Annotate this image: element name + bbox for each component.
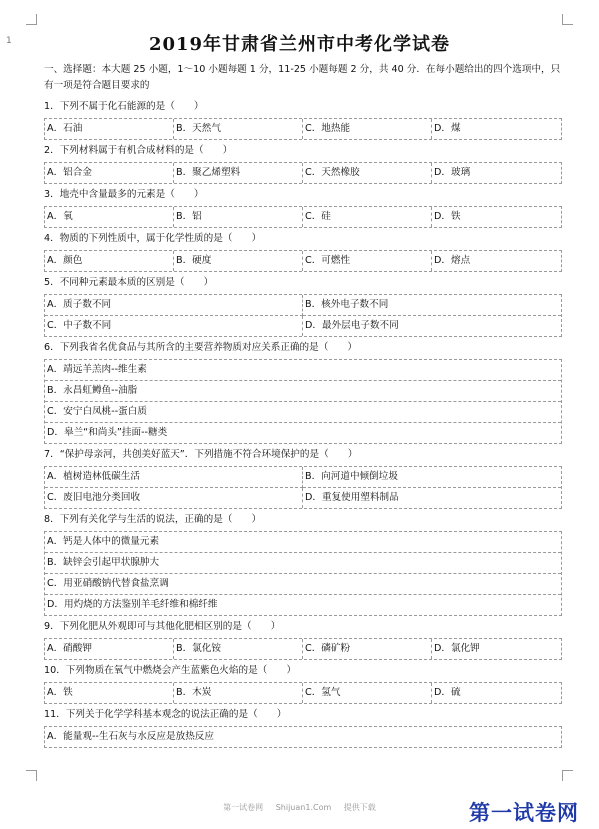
- options-table: [44, 250, 562, 272]
- page-corner-mark: [562, 14, 573, 25]
- option-cell: D．煤: [434, 123, 461, 134]
- question-stem: 8．下列有关化学与生活的说法，正确的是（ ）: [44, 514, 262, 525]
- options-table: [44, 294, 562, 337]
- question-stem: 10．下列物质在氧气中燃烧会产生蓝紫色火焰的是（ ）: [44, 665, 297, 676]
- page-corner-mark: [562, 770, 573, 781]
- option-cell: B．向河道中倾倒垃圾: [303, 467, 561, 488]
- option-cell: C．硅: [303, 207, 432, 227]
- page-title: 2019年甘肃省兰州市中考化学试卷: [148, 34, 451, 55]
- option-cell: B．硬度: [174, 251, 303, 271]
- option-cell: A．钙是人体中的微量元素: [45, 532, 561, 553]
- option-cell: B．永昌虹鳟鱼--油脂: [45, 381, 561, 402]
- page-corner-mark: [26, 14, 37, 25]
- option-cell: A．氧: [45, 207, 174, 227]
- options-table: [44, 162, 562, 184]
- option-cell: B．木炭: [174, 683, 303, 703]
- footer-text: 第一试卷网 Shijuan1.Com 提供下载: [223, 803, 376, 812]
- option-cell: A．颜色: [45, 251, 174, 271]
- option-cell: D．用灼烧的方法鉴别羊毛纤维和棉纤维: [47, 599, 218, 610]
- option-cell: C．中子数不同: [45, 316, 303, 336]
- option-cell: A．铝合金: [45, 163, 174, 183]
- option-cell: C．磷矿粉: [303, 639, 432, 659]
- option-cell: B．聚乙烯塑料: [174, 163, 303, 183]
- option-cell: D．硫: [434, 687, 461, 698]
- option-cell: B．天然气: [174, 119, 303, 139]
- options-table: [44, 359, 562, 444]
- option-cell: B．铝: [174, 207, 303, 227]
- option-cell: C．废旧电池分类回收: [45, 488, 303, 508]
- options-table: [44, 531, 562, 616]
- option-cell: B．核外电子数不同: [303, 295, 561, 316]
- question-stem: 9．下列化肥从外观即可与其他化肥相区别的是（ ）: [44, 621, 281, 632]
- option-cell: D．熔点: [434, 255, 471, 266]
- options-table: [44, 682, 562, 704]
- option-cell: C．安宁白凤桃--蛋白质: [45, 402, 561, 423]
- options-table: [44, 118, 562, 140]
- option-cell: B．氯化铵: [174, 639, 303, 659]
- question-list: [44, 96, 562, 748]
- option-cell: A．植树造林低碳生活: [45, 467, 303, 488]
- brand-logo: 第一试卷网: [469, 800, 579, 825]
- question-stem: 11．下列关于化学学科基本观念的说法正确的是（ ）: [44, 709, 287, 720]
- option-cell: A．硝酸钾: [45, 639, 174, 659]
- option-cell: D．皋兰“和尚头”挂面--糖类: [47, 427, 168, 438]
- option-cell: D．重复使用塑料制品: [305, 492, 399, 503]
- question-stem: 7．“保护母亲河，共创美好蓝天”．下列措施不符合环境保护的是（ ）: [44, 449, 358, 460]
- option-cell: C．可燃性: [303, 251, 432, 271]
- page-corner-mark: [26, 770, 37, 781]
- option-cell: A．石油: [45, 119, 174, 139]
- options-table: [44, 206, 562, 228]
- options-table: [44, 466, 562, 509]
- option-cell: D．氯化钾: [434, 643, 480, 654]
- section-intro: 一、选择题：本大题 25 小题，1～10 小题每题 1 分，11-25 小题每题 2 分，共 40 分．在每小题给出的四个选项中，只有一项是符合题目要求的: [44, 64, 561, 91]
- option-cell: D．铁: [434, 211, 461, 222]
- options-table: [44, 726, 562, 748]
- page-number: 1: [6, 36, 12, 46]
- option-cell: B．缺锌会引起甲状腺肿大: [45, 553, 561, 574]
- option-cell: C．用亚硝酸钠代替食盐烹调: [45, 574, 561, 595]
- question-stem: 5．不同种元素最本质的区别是（ ）: [44, 277, 214, 288]
- exam-content: [44, 62, 562, 748]
- option-cell: A．靖远羊羔肉--维生素: [45, 360, 561, 381]
- question-stem: 2．下列材料属于有机合成材料的是（ ）: [44, 145, 233, 156]
- question-stem: 3．地壳中含量最多的元素是（ ）: [44, 189, 204, 200]
- question-stem: 6．下列我省名优食品与其所含的主要营养物质对应关系正确的是（ ）: [44, 342, 358, 353]
- option-cell: D．玻璃: [434, 167, 471, 178]
- option-cell: C．地热能: [303, 119, 432, 139]
- question-stem: 1．下列不属于化石能源的是（ ）: [44, 101, 204, 112]
- option-cell: A．铁: [45, 683, 174, 703]
- options-table: [44, 638, 562, 660]
- question-stem: 4．物质的下列性质中，属于化学性质的是（ ）: [44, 233, 262, 244]
- option-cell: C．天然橡胶: [303, 163, 432, 183]
- option-cell: A．能量观--生石灰与水反应是放热反应: [47, 731, 214, 742]
- option-cell: A．质子数不同: [45, 295, 303, 316]
- option-cell: D．最外层电子数不同: [305, 320, 399, 331]
- option-cell: C．氢气: [303, 683, 432, 703]
